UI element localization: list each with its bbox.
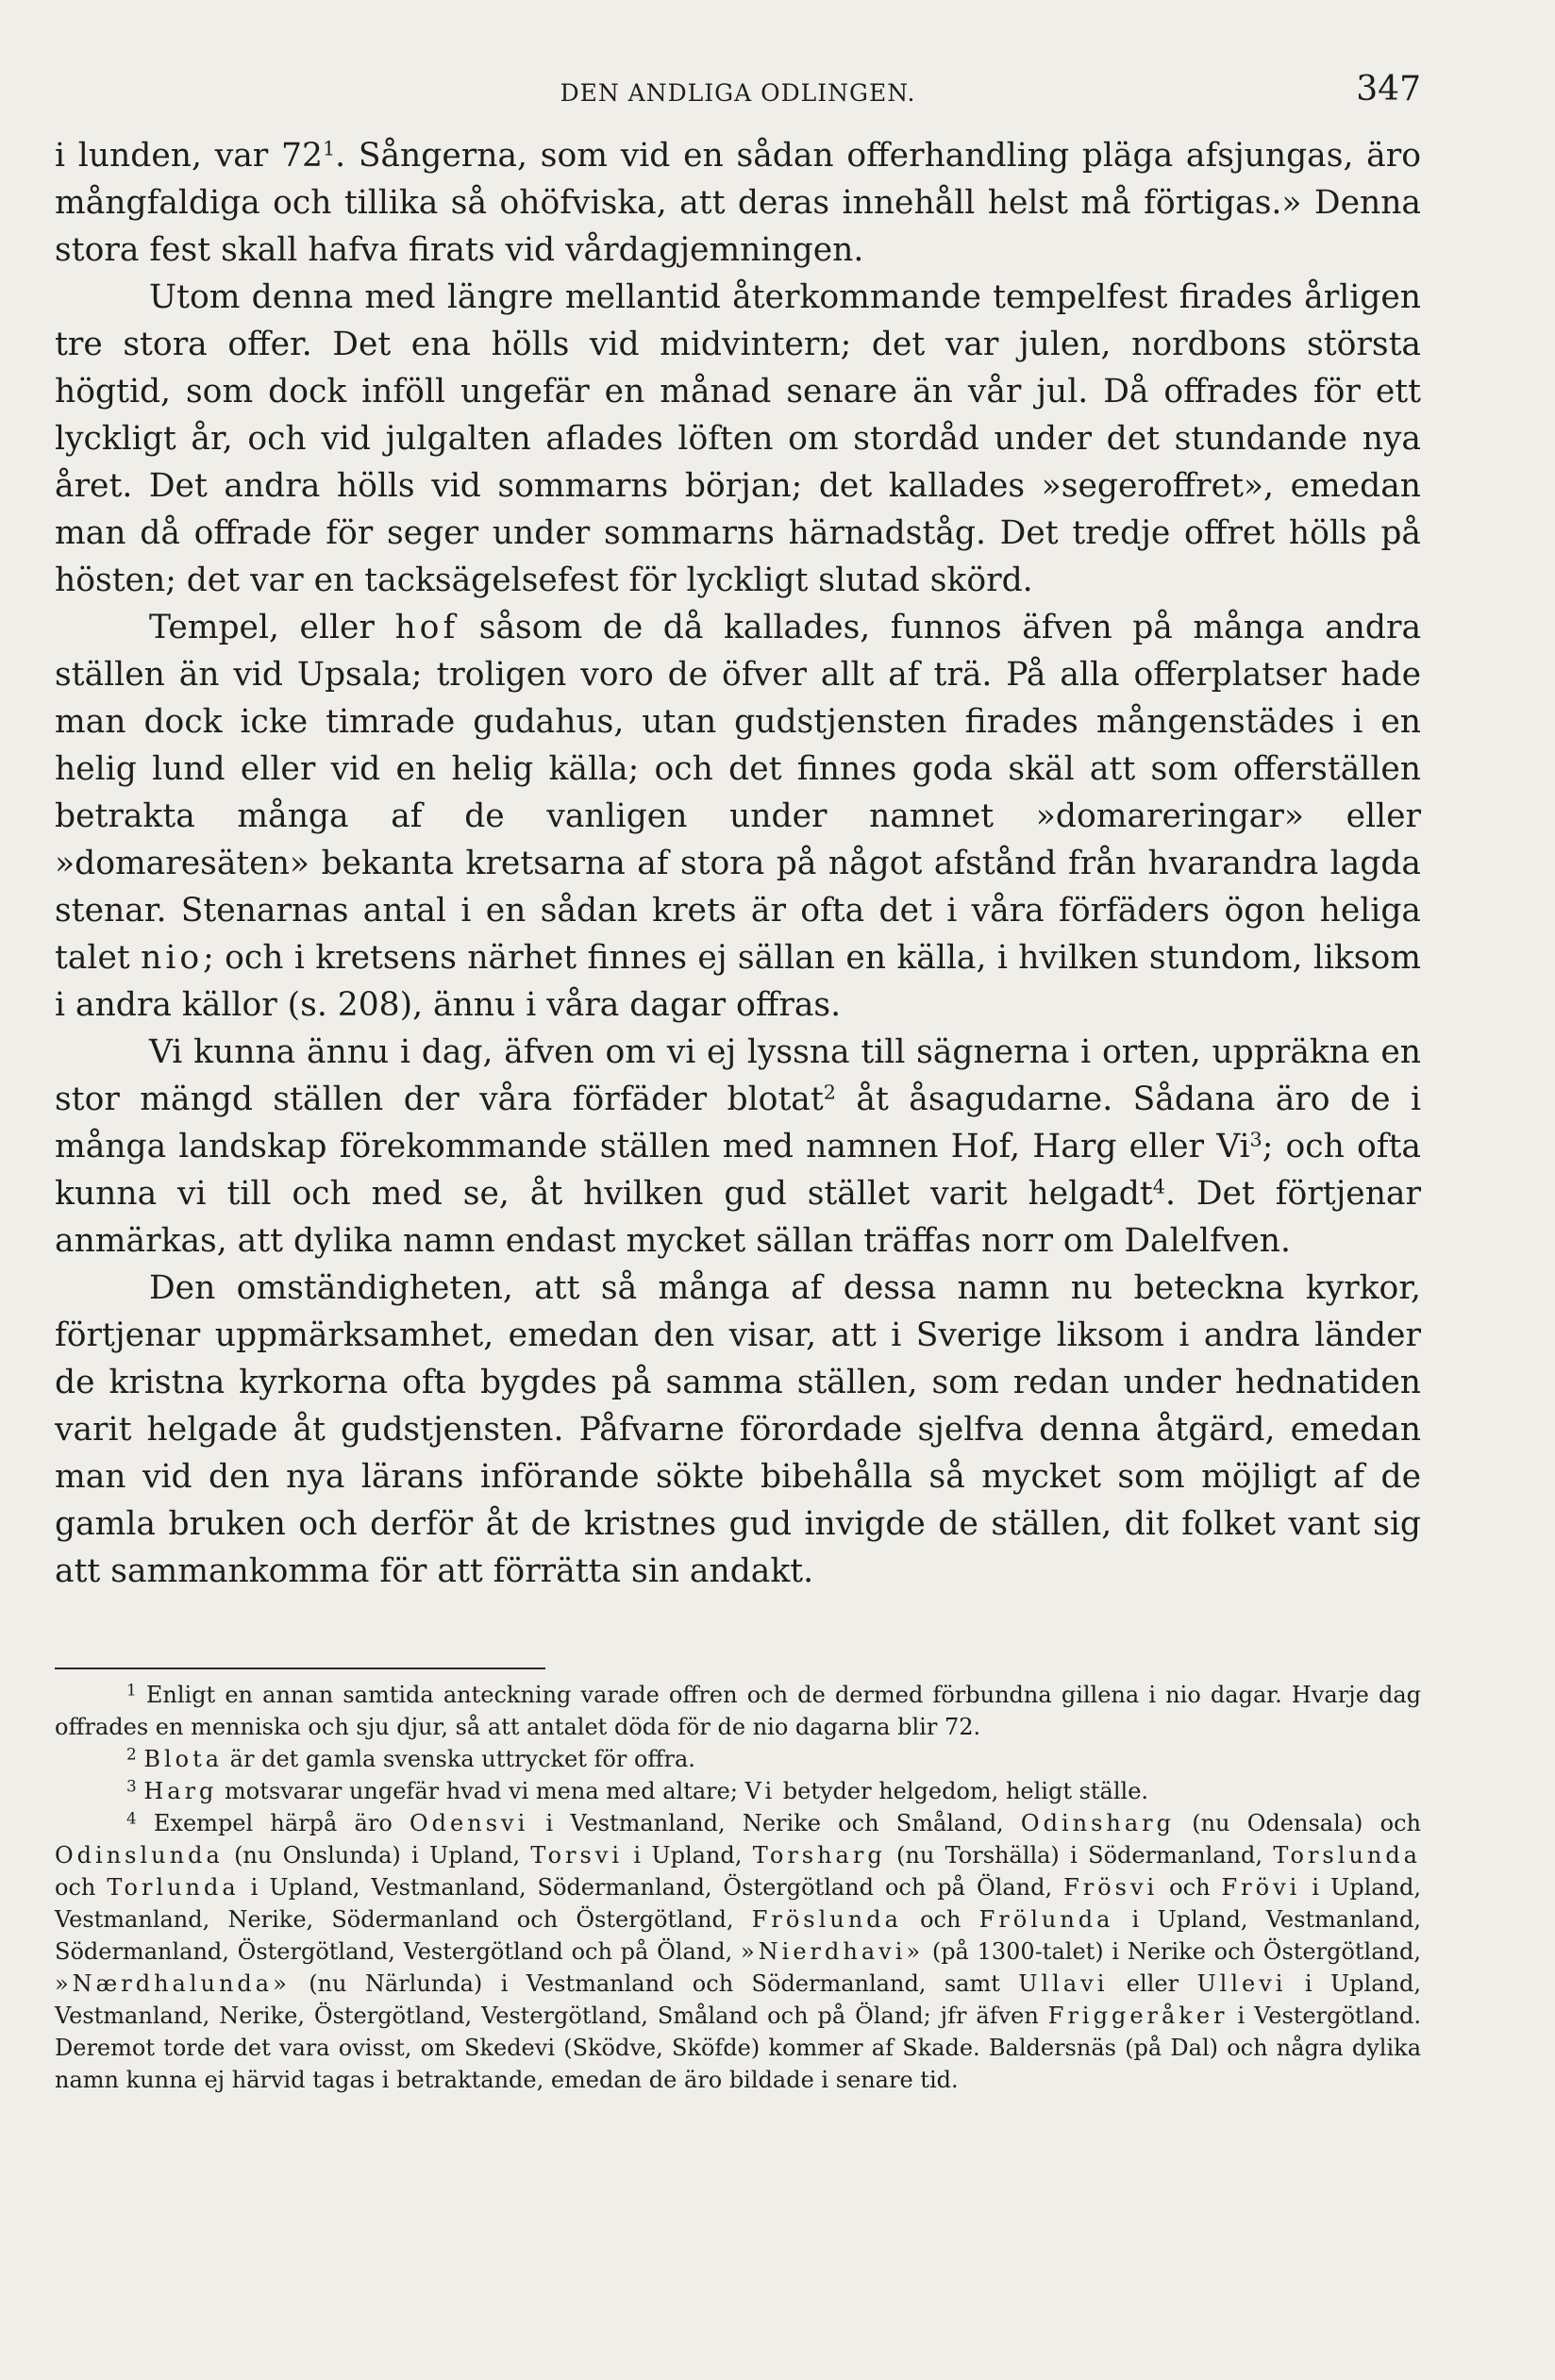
page-number: 347 [1356,70,1421,109]
spaced-term: Friggeråker [1047,2003,1229,2029]
paragraph-5: Den omständigheten, att så många af dessa namn nu beteckna kyrkor, förtjenar uppmärksamhet, emedan den visar, att i Sverige liksom i andra länder de kristna kyrkorna ofta bygdes på samma ställen, som redan under hednatiden varit helgade åt gudstjensten. Påfvarne förordade sjelfva denna åtgärd, emedan man vid den nya lärans införande sökte bibehålla så mycket som möjligt af de gamla bruken och derför åt de kristnes gud invigde de ställen, dit folket vant sig att sammankomma för att förrätta sin andakt. [55,1269,1421,1590]
footnote-text: betyder helgedom, heligt ställe. [776,1778,1149,1804]
spaced-term: Odinsharg [1020,1810,1176,1836]
spaced-term: »Nierdhavi» [740,1938,925,1965]
spaced-term: Frölunda [978,1906,1114,1933]
footnote-1 [55,1679,1421,1743]
spaced-term: Harg [143,1778,218,1804]
text-run: åt åsagudarne. Sådana äro de i många landskap förekommande ställen med namnen Hof, Harg eller Vi [55,1081,1421,1165]
paragraph-1 [55,132,1421,274]
footnote-text: (nu Torshälla) i Södermanland, [885,1842,1274,1869]
footnote-number: 3 [126,1776,137,1796]
footnote-text: Enligt en annan samtida anteckning varade offren och de dermed förbundna gillena i nio dagar. Hvarje dag offrades en menniska och sju djur, så att antalet döda för de nio dagarna blir 72. [55,1682,1421,1740]
footnote-number: 1 [126,1680,137,1700]
footnote-text: i Upland, Vestmanland, Södermanland, Östergötland och på Öland, [239,1874,1064,1901]
spaced-term-nio: nio [141,939,204,977]
footnote-4 [55,1807,1421,2096]
footnote-text: (nu Onslunda) i Upland, [223,1842,531,1869]
running-title: DEN ANDLIGA ODLINGEN. [560,79,916,107]
footnote-text: motsvarar ungefär hvad vi mena med altare; [217,1778,745,1804]
spaced-term: Ullavi [1018,1970,1109,1997]
spaced-term: »Nærdhalunda» [55,1970,291,1997]
footnote-3 [55,1775,1421,1807]
spaced-term-hof: hof [394,609,460,646]
footnote-text: i Vestmanland, Nerike och Småland, [528,1810,1021,1836]
footnote-ref-2: 2 [823,1081,836,1104]
spaced-term: Vi [744,1778,777,1804]
spaced-term: Torsharg [752,1842,886,1869]
text-run: . Sångerna, som vid en sådan offerhandling pläga afsjungas, äro mångfaldiga och tillika så ohöfviska, att deras innehåll helst må förtigas.» Denna stora fest skall hafva firats vid vårdagjemningen. [55,137,1422,269]
paragraph-4 [55,1029,1421,1265]
paragraph-2: Utom denna med längre mellantid återkommande tempelfest firades årligen tre stora offer. Det ena hölls vid midvintern; det var julen, nordbons största högtid, som dock inföll ungefär en månad senare än vår jul. Då offrades för ett lyckligt år, och vid julgalten aflades löften om stordåd under det stundande nya året. Det andra hölls vid sommarns början; det kallades »segeroffret», emedan man då offrade för seger under sommarns härnadståg. Det tredje offret hölls på hösten; det var en tacksägelsefest för lyckligt slutad skörd. [55,278,1421,599]
spaced-term: Torlunda [107,1874,240,1901]
spaced-term: Odensvi [410,1810,529,1836]
footnote-text: är det gamla svenska uttrycket för offra. [223,1746,695,1772]
footnote-text: eller [1108,1970,1197,1997]
footnote-text: och [1158,1874,1222,1901]
footnote-text: och [55,1874,108,1901]
footnote-ref-1: 1 [322,137,336,160]
spaced-term: Blota [143,1746,224,1772]
footnote-text: (nu Närlunda) i Vestmanland och Södermanland, samt [290,1970,1019,1997]
main-text [55,132,1421,1595]
footnote-text: (på 1300-talet) i Nerike och Östergötland, [924,1938,1421,1965]
spaced-term: Odinslunda [55,1842,224,1869]
footnote-ref-3: 3 [1249,1128,1262,1151]
footnote-text: i Upland, Vestmanland, Nerike, Södermanland och Östergötland, [55,1874,1422,1933]
text-run: Tempel, eller [149,609,375,646]
footnote-text: Exempel härpå äro [153,1810,410,1836]
page-header [55,70,1421,117]
footnotes [55,1679,1421,2096]
text-run: ; och i kretsens närhet finnes ej sällan en källa, i hvilken stundom, liksom i andra källor (s. 208), ännu i våra dagar offras. [55,939,1421,1024]
footnote-text: i Vestergötland. Deremot torde det vara ovisst, om Skedevi (Sködve, Sköfde) kommer af Skade. Baldersnäs (på Dal) och några dylika namn kunna ej härvid tagas i betraktande, emedan de äro bildade i senare tid. [55,2003,1421,2093]
footnote-text: (nu Odensala) och [1175,1810,1421,1836]
spaced-term: Frövi [1221,1874,1301,1901]
spaced-term: Torslunda [1273,1842,1421,1869]
footnote-2 [55,1743,1421,1775]
spaced-term: Fröslunda [751,1906,902,1933]
text-run: såsom de då kallades, funnos äfven på många andra ställen än vid Upsala; troligen voro de öfver allt af trä. På alla offerplatser hade man dock icke timrade gudahus, utan gudstjensten firades mångenstädes i en helig lund eller vid en helig källa; och det finnes goda skäl att som offerställen betrakta många af de vanligen under namnet »domareringar» eller »domaresäten» bekanta kretsarna af stora på något afstånd från hvarandra lagda stenar. Stenarnas antal i en sådan krets är ofta det i våra förfäders ögon heliga talet [55,609,1422,977]
paragraph-3 [55,604,1421,1029]
footnote-text: i Upland, [623,1842,753,1869]
footnote-ref-4: 4 [1152,1175,1165,1198]
footnote-text: i Upland, Vestmanland, Södermanland, Östergötland, Vestergötland och på Öland, [55,1906,1421,1965]
footnote-text: i Upland, Vestmanland, Nerike, Östergötland, Vestergötland, Småland och på Öland; jfr äfven [55,1970,1421,2029]
spaced-term: Frösvi [1063,1874,1159,1901]
footnote-text: och [901,1906,979,1933]
text-run: i lunden, var 72 [55,137,323,175]
footnote-number: 4 [126,1808,137,1828]
footnote-number: 2 [126,1744,137,1764]
spaced-term: Ullevi [1196,1970,1287,1997]
footnote-divider [55,1668,545,1669]
text-run: . Det förtjenar anmärkas, att dylika namn endast mycket sällan träffas norr om Dalelfven. [55,1175,1421,1260]
text-run: ; och ofta kunna vi till och med se, åt hvilken gud stället varit helgadt [55,1128,1421,1213]
spaced-term: Torsvi [530,1842,624,1869]
text-run: Vi kunna ännu i dag, äfven om vi ej lyssna till sägnerna i orten, uppräkna en stor mängd ställen der våra förfäder blotat [55,1033,1421,1118]
